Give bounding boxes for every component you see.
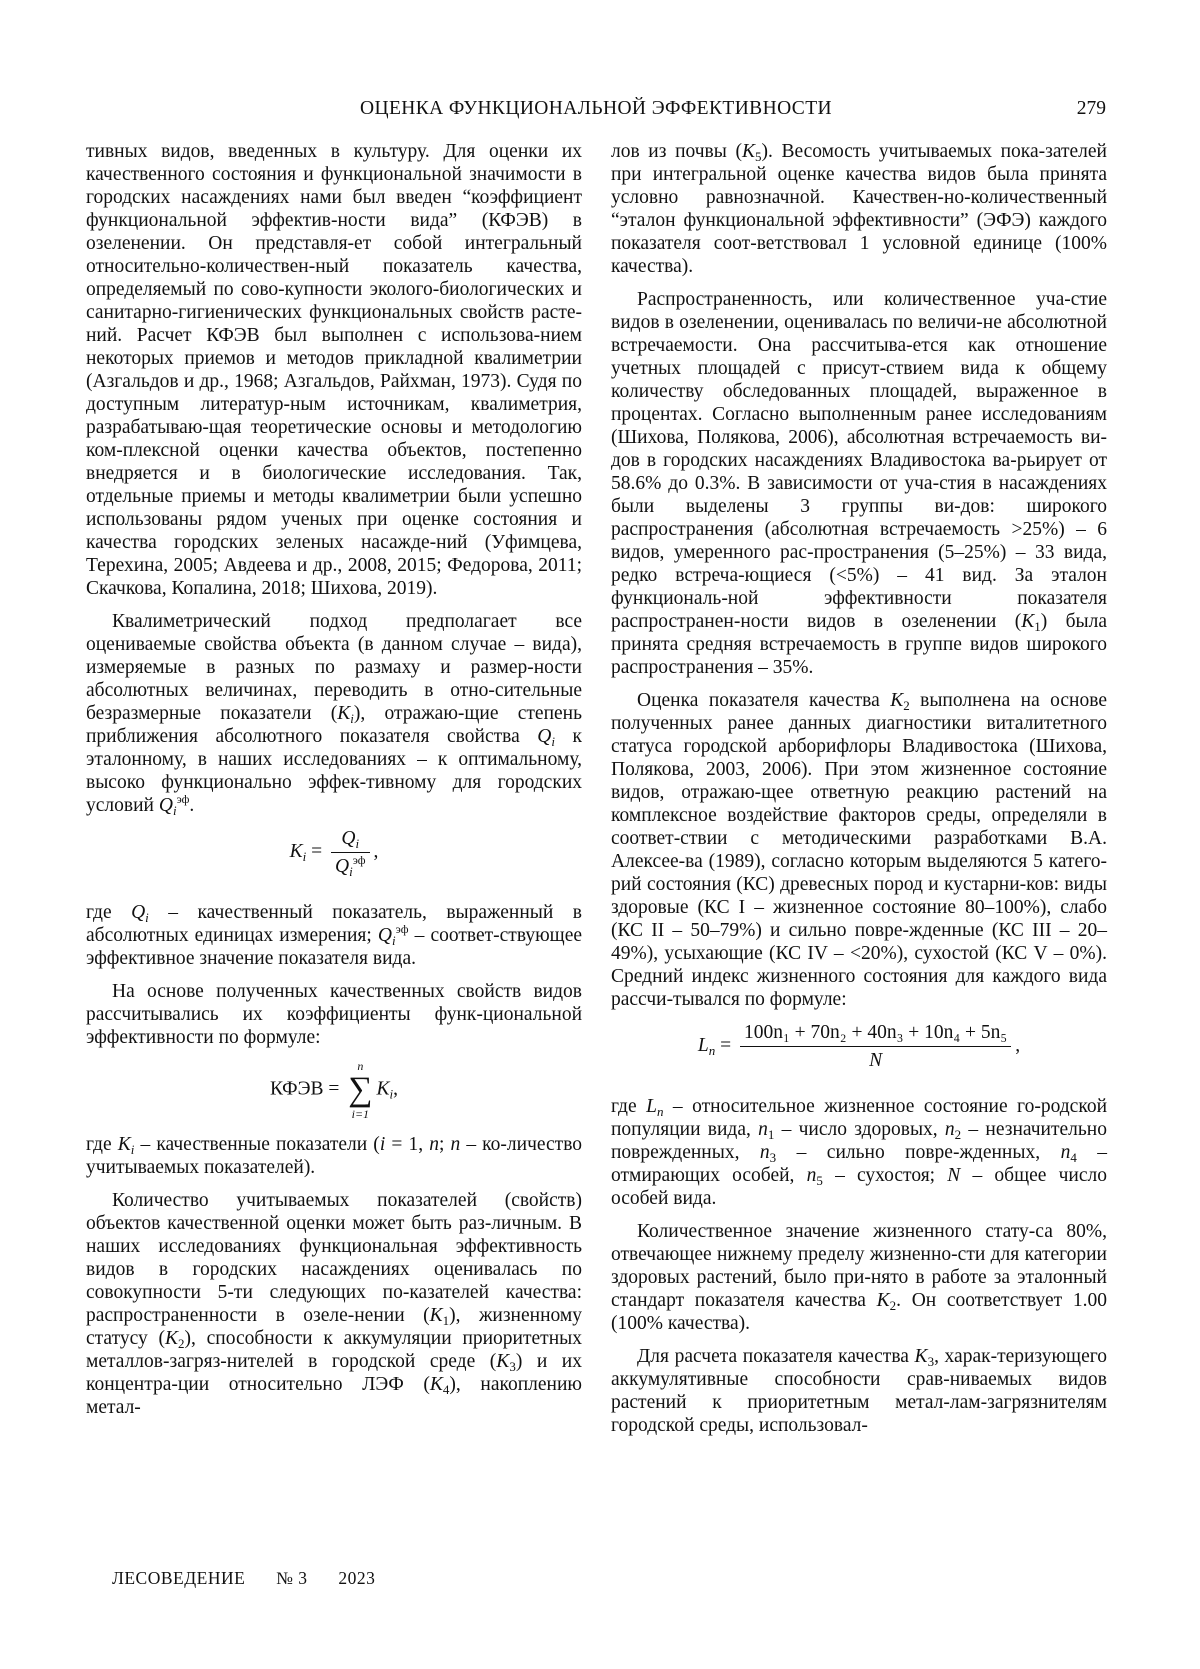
- sum-symbol: ∑: [348, 1071, 373, 1108]
- text: – сухостоя;: [822, 1165, 948, 1186]
- text: – сильно повре-жденных,: [776, 1142, 1061, 1163]
- text: ;: [438, 1134, 451, 1155]
- sum-upper: n: [357, 1059, 364, 1073]
- math-var: K: [337, 703, 351, 724]
- formula-ln: $L_n$ = $\frac{\text{100n₁ + 70n₂ + 40n₃ + 10n₄ + 5n₅}}{N}$ ,: [697, 1022, 1021, 1071]
- math-sub: 4: [1070, 1150, 1077, 1165]
- math-var: n: [450, 1134, 461, 1155]
- math-sub: 4: [442, 1382, 450, 1397]
- math-var: K: [741, 141, 755, 162]
- math-var: n: [944, 1119, 955, 1140]
- text: лов из почвы (: [611, 141, 742, 162]
- fraction-numerator: 100n₁ + 70n₂ + 40n₃ + 10n₄ + 5n₅: [740, 1021, 1011, 1047]
- paragraph: [86, 1133, 582, 1179]
- text: где: [611, 1096, 647, 1117]
- math-sub: i: [130, 1142, 135, 1157]
- paragraph: [611, 288, 1107, 679]
- math-var: n: [1060, 1142, 1071, 1163]
- math-sub: i: [350, 711, 354, 726]
- page-footer: [112, 1568, 401, 1589]
- fraction: [331, 827, 370, 878]
- text: = 1,: [385, 1134, 430, 1155]
- math-sub: i: [172, 803, 177, 818]
- math-var: L: [646, 1096, 657, 1117]
- math-sub: 1: [442, 1313, 450, 1328]
- math-sub: i: [551, 734, 555, 749]
- math-var: K: [1021, 611, 1035, 632]
- math-var: Q: [158, 795, 173, 816]
- math-var: Q: [537, 726, 552, 747]
- paragraph: [611, 1220, 1107, 1335]
- text: ), жизненному статусу (: [86, 1305, 582, 1349]
- text: ), отражаю-щие степень приближения абсолютного показателя свойства: [86, 703, 582, 747]
- math-var: L: [697, 1034, 709, 1056]
- paragraph: [611, 140, 1107, 278]
- text: .: [189, 795, 195, 816]
- paragraph: [611, 1345, 1107, 1437]
- text: где: [86, 902, 132, 923]
- right-column: [611, 140, 1107, 1447]
- text: Распространенность, или количественное уча-стие видов в озеленении, оценивалась по величи-не абсолютной встречаемости. Она рассчитыва-ется как отношение учетных площадей с присут-ствием вида к общему количеству обследованных площадей, выраженное в процентах. Согласно выполненным ранее исследованиям (Шихова, Полякова, 2006), абсолютная встречаемость ви-дов в городских насаждениях Владивостока ва-рьирует от 58.6% до 0.3%. В зависимости от уча-стия в насаждениях были выделены 3 группы ви-дов: широкого распространения (абсолютная встречаемость >25%) – 6 видов, умеренного рас-пространения (5–25%) – 33 вида, редко встреча-ющиеся (<5%) – 41 вид. За эталон функциональ-ной эффективности показателя распространен-ности видов в озеленении (: [611, 289, 1107, 632]
- math-sub: n: [708, 1042, 716, 1058]
- math-var: K: [117, 1134, 131, 1155]
- math-sub: 1: [767, 1127, 775, 1142]
- math-var: N: [947, 1165, 961, 1186]
- math-sub: 2: [903, 698, 910, 713]
- math-var: n: [759, 1142, 770, 1163]
- math-sub: i: [355, 836, 360, 851]
- running-title: ОЦЕНКА ФУНКЦИОНАЛЬНОЙ ЭФФЕКТИВНОСТИ: [360, 98, 832, 119]
- text: к эталонному, в наших исследованиях – к оптимальному, высоко функционально эффек-тивному для городских условий: [86, 726, 582, 816]
- math-sub: 3: [509, 1359, 516, 1374]
- math-var: K: [876, 1290, 890, 1311]
- fraction: [740, 1021, 1011, 1072]
- left-column: [86, 140, 582, 1429]
- math-sub: 2: [954, 1127, 962, 1142]
- math-sub: 5: [755, 149, 762, 164]
- text: ). Весомость учитываемых пока-зателей при интегральной оценке качества видов была принята условно равнозначной. Качествен-но-количественный “эталон функциональной эффективности” (ЭФЭ) каждого показателя соот-ветствовал 1 условной единице (100% качества).: [611, 141, 1107, 277]
- formula-ki: $K_i$ = $\frac{Q_i}{Q_i^{эф}}$ ,: [289, 828, 379, 879]
- math-sup: эф: [352, 853, 366, 867]
- math-var: Q: [334, 856, 350, 877]
- math-var: K: [496, 1351, 510, 1372]
- text: – общее число особей вида.: [611, 1165, 1107, 1209]
- paragraph: [86, 1189, 582, 1419]
- math-sub: i: [302, 848, 307, 864]
- math-var: K: [429, 1305, 443, 1326]
- text: – ко-личество учитываемых показателей).: [86, 1134, 583, 1178]
- math-sub: 3: [769, 1150, 777, 1165]
- paragraph: [86, 610, 582, 817]
- math-sub: i: [349, 864, 353, 879]
- math-var: n: [806, 1165, 817, 1186]
- text: На основе полученных качественных свойств видов рассчитывались их коэффициенты функ-циональной эффективности по формуле:: [86, 981, 582, 1048]
- journal-name: ЛЕСОВЕДЕНИЕ: [112, 1568, 246, 1588]
- text: Количество учитываемых показателей (свойств) объектов качественной оценки может быть раз-личным. В наших исследованиях функциональная эффективность видов в городских насаждениях оценивалась по совокупности 5-ти следующих по-казателей качества: распространенности в озеле-нении (: [86, 1190, 582, 1326]
- issue-number: № 3: [276, 1568, 308, 1588]
- text: Количественное значение жизненного стату-са 80%, отвечающее нижнему пределу жизненно-сти для категории здоровых растений, было при-нято в работе за эталонный стандарт показателя качества: [611, 1221, 1107, 1311]
- paragraph: [611, 689, 1107, 1011]
- math-var: Q: [131, 902, 146, 923]
- text: тивных видов, введенных в культуру. Для оценки их качественного состояния и функциональной значимости в городских насаждениях нами был введен “коэффициент функциональной эффектив-ности вида” (КФЭВ) в озеленении. Он представля-ет собой интегральный относительно-количествен-ный показатель качества, определяемый по сово-купности эколого-биологических и санитарно-гигиенических функциональных свойств расте-ний. Расчет КФЭВ был выполнен с использова-нием некоторых приемов и методов прикладной квалиметрии (Азгальдов и др., 1968; Азгальдов, Райхман, 1973). Судя по доступным литератур-ным источникам, квалиметрия, разрабатываю-щая теоретические основы и методологию ком-плексной оценки качества объектов, постепенно внедряется и в биологические исследования. Так, отдельные приемы и методы квалиметрии были успешно использованы рядом ученых при оценке состояния и качества городских зеленых насажде-ний (Уфимцева, Терехина, 2005; Авдеева и др., 2008, 2015; Федорова, 2011; Скачкова, Копалина, 2018; Шихова, 2019).: [86, 141, 582, 599]
- fraction-denominator: N: [869, 1050, 883, 1071]
- paragraph: [86, 140, 582, 600]
- text: ), накоплению метал-: [86, 1374, 582, 1418]
- text: – незначительно поврежденных,: [611, 1119, 1107, 1163]
- sum-operator: [348, 1059, 372, 1121]
- text: Оценка показателя качества: [637, 690, 891, 711]
- text: – число здоровых,: [774, 1119, 945, 1140]
- text: – относительное жизненное состояние го-родской популяции вида,: [611, 1096, 1108, 1140]
- math-var: K: [429, 1374, 443, 1395]
- math-var: K: [289, 840, 303, 862]
- formula-kfev: КФЭВ = n ∑ i=1 $K_i$,: [270, 1059, 398, 1121]
- math-sub: i: [392, 933, 396, 948]
- math-sup: эф: [176, 792, 190, 806]
- math-sub: 2: [889, 1298, 897, 1313]
- paragraph: [86, 901, 582, 970]
- page-header: [86, 98, 1106, 130]
- math-sub: n: [656, 1104, 664, 1119]
- math-var: K: [376, 1078, 390, 1100]
- text: – отмирающих особей,: [611, 1142, 1108, 1186]
- math-sup: эф: [395, 922, 409, 936]
- text: , харак-теризующего аккумулятивные способности срав-ниваемых видов растений к приоритетным метал-лам-загрязнителям городской среды, использовал-: [611, 1346, 1107, 1436]
- paragraph: [86, 980, 582, 1049]
- math-sub: 3: [927, 1354, 935, 1369]
- math-var: K: [165, 1328, 179, 1349]
- year: 2023: [338, 1568, 376, 1588]
- text: ), способности к аккумуляции приоритетных металлов-загряз-нителей в городской среде (: [86, 1328, 582, 1372]
- math-var: i: [379, 1134, 386, 1155]
- text: выполнена на основе полученных ранее данных диагностики виталитетного статуса городской арборифлоры Владивостока (Шихова, Полякова, 2003, 2006). При этом жизненное состояние видов, отражаю-щее ответную реакцию растений на комплексное воздействие факторов среды, определяли в соответ-ствии с методическими разработками В.А. Алексее-ва (1989), согласно которым выделяются 5 катего-рий состояния (КС) древесных пород и кустарни-ков: виды здоровые (КС I – жизненное состояние 80–100%), слабо (КС II – 50–79%) и сильно повре-жденные (КС III – 20–49%), усыхающие (КС IV – <20%), сухостой (КС V – 0%). Средний индекс жизненного состояния для каждого вида рассчи-тывался по формуле:: [611, 690, 1107, 1010]
- page-number: 279: [1076, 98, 1106, 119]
- math-sub: i: [145, 910, 149, 925]
- sum-lower: i=1: [351, 1107, 370, 1121]
- math-var: Q: [341, 828, 356, 849]
- math-var: Q: [377, 925, 392, 946]
- math-var: n: [429, 1134, 439, 1155]
- text: . Он соответствует 1.00 (100% качества).: [611, 1290, 1107, 1334]
- text: – качественные показатели (: [134, 1134, 380, 1155]
- math-sub: 1: [1034, 619, 1041, 634]
- text: – соответ-ствующее эффективное значение показателя вида.: [86, 925, 583, 969]
- math-sub: 2: [178, 1336, 185, 1351]
- text: Для расчета показателя качества: [637, 1346, 915, 1367]
- math-sub: 5: [816, 1173, 823, 1188]
- text: ) и их концентра-ции относительно ЛЭФ (: [86, 1351, 582, 1395]
- text: где: [86, 1134, 118, 1155]
- text: Квалиметрический подход предполагает все оцениваемые свойства объекта (в данном случае – вида), измеряемые в разных по размаху и размер-ности абсолютных величинах, переводить в отно-сительные безразмерные показатели (: [86, 611, 582, 724]
- math-var: K: [914, 1346, 928, 1367]
- paragraph: [611, 1095, 1107, 1210]
- text: – качественный показатель, выраженный в абсолютных единицах измерения;: [86, 902, 582, 946]
- text: ) была принята средняя встречаемость в группе видов широкого распространения – 35%.: [611, 611, 1108, 678]
- math-var: n: [758, 1119, 768, 1140]
- math-var: K: [890, 690, 904, 711]
- math-sub: i: [389, 1086, 394, 1102]
- math-label: КФЭВ =: [270, 1078, 340, 1100]
